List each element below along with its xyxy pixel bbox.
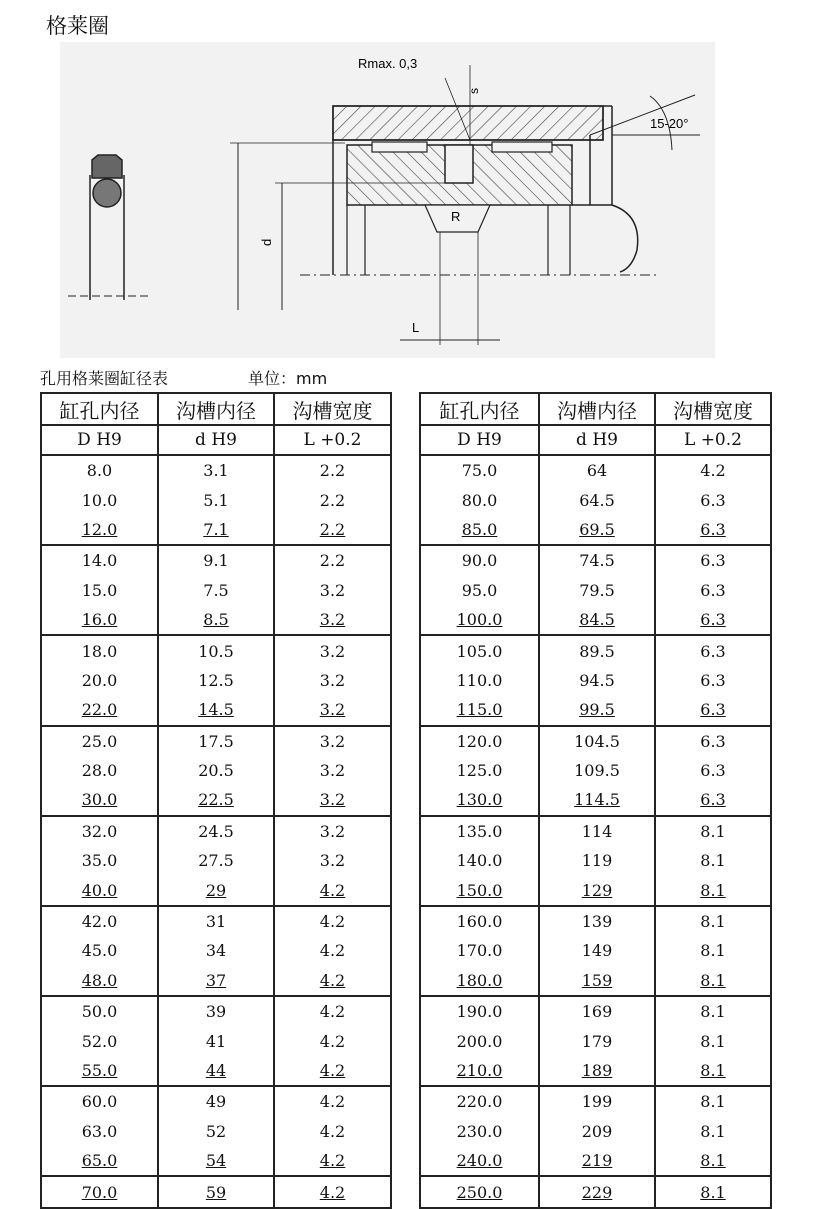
cell-bore: 135.0 xyxy=(420,816,539,846)
cell-bore: 14.0 xyxy=(41,545,158,575)
cell-groove-inner: 17.5 xyxy=(158,726,274,756)
header-groove-width: 沟槽宽度 xyxy=(655,393,771,425)
cell-groove-inner: 219 xyxy=(539,1146,655,1176)
cell-groove-width: 6.3 xyxy=(655,545,771,575)
cell-groove-inner: 114 xyxy=(539,816,655,846)
cell-groove-inner: 5.1 xyxy=(158,485,274,514)
cell-groove-width: 3.2 xyxy=(274,666,391,695)
table-row xyxy=(41,545,391,575)
cell-bore: 15.0 xyxy=(41,576,158,605)
seal-technical-drawing xyxy=(0,40,840,362)
table-row xyxy=(41,695,391,725)
label-l: L xyxy=(412,320,420,335)
cell-bore: 115.0 xyxy=(420,695,539,725)
cell-groove-width: 6.3 xyxy=(655,485,771,514)
table-row xyxy=(420,756,771,785)
cell-groove-inner: 54 xyxy=(158,1146,274,1176)
table-row xyxy=(41,966,391,996)
cell-groove-inner: 104.5 xyxy=(539,726,655,756)
table-row xyxy=(420,1176,771,1207)
cell-groove-width: 8.1 xyxy=(655,1056,771,1086)
label-s: s xyxy=(467,88,481,94)
cell-groove-inner: 20.5 xyxy=(158,756,274,785)
cell-groove-width: 8.1 xyxy=(655,996,771,1026)
cell-groove-width: 4.2 xyxy=(274,996,391,1026)
cell-groove-inner: 199 xyxy=(539,1086,655,1116)
table-row xyxy=(420,1026,771,1055)
table-row xyxy=(41,635,391,665)
subheader-groove-width: L +0.2 xyxy=(274,425,391,455)
table-row xyxy=(41,485,391,514)
cell-groove-width: 8.1 xyxy=(655,906,771,936)
cell-groove-width: 6.3 xyxy=(655,635,771,665)
bore-table-right xyxy=(419,392,772,1209)
cell-groove-width: 6.3 xyxy=(655,605,771,635)
cell-groove-inner: 7.5 xyxy=(158,576,274,605)
cell-groove-width: 4.2 xyxy=(274,906,391,936)
cell-bore: 200.0 xyxy=(420,1026,539,1055)
table-row xyxy=(41,996,391,1026)
cell-groove-inner: 119 xyxy=(539,846,655,875)
table-row xyxy=(420,545,771,575)
cell-groove-width: 8.1 xyxy=(655,846,771,875)
table-row xyxy=(420,906,771,936)
cell-groove-inner: 109.5 xyxy=(539,756,655,785)
cell-bore: 16.0 xyxy=(41,605,158,635)
table-row xyxy=(41,1117,391,1146)
table-row xyxy=(420,666,771,695)
table-row xyxy=(420,1056,771,1086)
cell-bore: 65.0 xyxy=(41,1146,158,1176)
subheader-groove-inner: d H9 xyxy=(539,425,655,455)
cell-bore: 70.0 xyxy=(41,1176,158,1207)
cell-groove-inner: 24.5 xyxy=(158,816,274,846)
table-row xyxy=(420,515,771,545)
cell-bore: 75.0 xyxy=(420,455,539,485)
cell-groove-inner: 74.5 xyxy=(539,545,655,575)
cell-groove-inner: 14.5 xyxy=(158,695,274,725)
cell-groove-inner: 7.1 xyxy=(158,515,274,545)
table-row xyxy=(420,1117,771,1146)
cell-bore: 210.0 xyxy=(420,1056,539,1086)
subheader-bore: D H9 xyxy=(41,425,158,455)
header-groove-width: 沟槽宽度 xyxy=(274,393,391,425)
cell-groove-width: 8.1 xyxy=(655,936,771,965)
cell-bore: 180.0 xyxy=(420,966,539,996)
cell-groove-width: 6.3 xyxy=(655,726,771,756)
cell-groove-inner: 39 xyxy=(158,996,274,1026)
cell-bore: 42.0 xyxy=(41,906,158,936)
cell-bore: 140.0 xyxy=(420,846,539,875)
table-row xyxy=(420,485,771,514)
cell-groove-width: 3.2 xyxy=(274,695,391,725)
cell-bore: 8.0 xyxy=(41,455,158,485)
cell-groove-width: 3.2 xyxy=(274,756,391,785)
cell-bore: 60.0 xyxy=(41,1086,158,1116)
cell-groove-inner: 114.5 xyxy=(539,785,655,815)
table-row xyxy=(41,875,391,905)
cell-groove-width: 8.1 xyxy=(655,1086,771,1116)
cell-bore: 130.0 xyxy=(420,785,539,815)
header-bore: 缸孔内径 xyxy=(420,393,539,425)
table-row xyxy=(420,726,771,756)
cell-bore: 110.0 xyxy=(420,666,539,695)
cell-groove-width: 4.2 xyxy=(274,1146,391,1176)
table-row xyxy=(420,635,771,665)
cell-groove-inner: 89.5 xyxy=(539,635,655,665)
table-row xyxy=(41,1086,391,1116)
cell-groove-width: 8.1 xyxy=(655,1117,771,1146)
cell-bore: 30.0 xyxy=(41,785,158,815)
cell-bore: 63.0 xyxy=(41,1117,158,1146)
table-row xyxy=(41,576,391,605)
cell-groove-width: 3.2 xyxy=(274,635,391,665)
cell-groove-inner: 79.5 xyxy=(539,576,655,605)
cell-groove-inner: 64.5 xyxy=(539,485,655,514)
cell-bore: 12.0 xyxy=(41,515,158,545)
cell-groove-inner: 69.5 xyxy=(539,515,655,545)
table-row xyxy=(41,785,391,815)
cell-groove-width: 8.1 xyxy=(655,816,771,846)
cell-groove-width: 3.2 xyxy=(274,605,391,635)
cell-groove-inner: 179 xyxy=(539,1026,655,1055)
cell-groove-width: 3.2 xyxy=(274,785,391,815)
cell-groove-inner: 9.1 xyxy=(158,545,274,575)
cell-groove-inner: 22.5 xyxy=(158,785,274,815)
cell-bore: 18.0 xyxy=(41,635,158,665)
table-row xyxy=(420,455,771,485)
cell-bore: 25.0 xyxy=(41,726,158,756)
cell-groove-inner: 129 xyxy=(539,875,655,905)
cell-bore: 50.0 xyxy=(41,996,158,1026)
cell-groove-inner: 84.5 xyxy=(539,605,655,635)
cell-groove-inner: 44 xyxy=(158,1056,274,1086)
cell-groove-width: 2.2 xyxy=(274,455,391,485)
table-row xyxy=(41,1176,391,1207)
cell-groove-inner: 229 xyxy=(539,1176,655,1207)
cell-bore: 20.0 xyxy=(41,666,158,695)
cell-bore: 105.0 xyxy=(420,635,539,665)
cell-groove-width: 4.2 xyxy=(655,455,771,485)
cell-groove-width: 8.1 xyxy=(655,966,771,996)
cell-bore: 250.0 xyxy=(420,1176,539,1207)
page-title: 格莱圈 xyxy=(46,14,109,38)
table-caption: 孔用格莱圈缸径表 xyxy=(40,369,169,388)
cell-groove-width: 4.2 xyxy=(274,966,391,996)
table-row xyxy=(420,966,771,996)
cell-groove-inner: 31 xyxy=(158,906,274,936)
cell-groove-width: 8.1 xyxy=(655,1146,771,1176)
cell-groove-width: 3.2 xyxy=(274,576,391,605)
table-row xyxy=(41,816,391,846)
table-row xyxy=(41,1056,391,1086)
cell-groove-inner: 10.5 xyxy=(158,635,274,665)
table-row xyxy=(420,875,771,905)
cell-groove-inner: 189 xyxy=(539,1056,655,1086)
unit-label: 单位：mm xyxy=(248,369,328,388)
header-groove-inner: 沟槽内径 xyxy=(158,393,274,425)
table-row xyxy=(420,996,771,1026)
cell-groove-inner: 59 xyxy=(158,1176,274,1207)
header-groove-inner: 沟槽内径 xyxy=(539,393,655,425)
label-r: R xyxy=(451,209,461,224)
cell-bore: 85.0 xyxy=(420,515,539,545)
table-row xyxy=(41,666,391,695)
table-row xyxy=(41,726,391,756)
table-row xyxy=(420,785,771,815)
table-row xyxy=(420,936,771,965)
cell-groove-inner: 94.5 xyxy=(539,666,655,695)
cell-bore: 45.0 xyxy=(41,936,158,965)
cell-bore: 10.0 xyxy=(41,485,158,514)
subheader-groove-inner: d H9 xyxy=(158,425,274,455)
label-angle: 15-20° xyxy=(650,116,689,131)
table-row xyxy=(41,605,391,635)
cell-bore: 240.0 xyxy=(420,1146,539,1176)
cell-groove-inner: 49 xyxy=(158,1086,274,1116)
cell-groove-width: 4.2 xyxy=(274,1086,391,1116)
cell-bore: 95.0 xyxy=(420,576,539,605)
cell-groove-inner: 12.5 xyxy=(158,666,274,695)
cell-groove-inner: 209 xyxy=(539,1117,655,1146)
cell-bore: 160.0 xyxy=(420,906,539,936)
table-row xyxy=(420,1086,771,1116)
cell-groove-inner: 99.5 xyxy=(539,695,655,725)
cell-groove-inner: 139 xyxy=(539,906,655,936)
table-row xyxy=(420,605,771,635)
subheader-groove-width: L +0.2 xyxy=(655,425,771,455)
cell-groove-width: 8.1 xyxy=(655,1176,771,1207)
cell-groove-width: 6.3 xyxy=(655,666,771,695)
cell-groove-width: 4.2 xyxy=(274,1117,391,1146)
cell-bore: 80.0 xyxy=(420,485,539,514)
cell-bore: 48.0 xyxy=(41,966,158,996)
header-bore: 缸孔内径 xyxy=(41,393,158,425)
table-row xyxy=(420,695,771,725)
cell-groove-inner: 52 xyxy=(158,1117,274,1146)
label-d: d xyxy=(259,238,274,246)
table-row xyxy=(41,1026,391,1055)
label-rmax: Rmax. 0,3 xyxy=(358,56,418,71)
cell-groove-inner: 27.5 xyxy=(158,846,274,875)
cell-groove-width: 8.1 xyxy=(655,1026,771,1055)
cell-bore: 220.0 xyxy=(420,1086,539,1116)
cell-bore: 28.0 xyxy=(41,756,158,785)
cell-bore: 230.0 xyxy=(420,1117,539,1146)
table-row xyxy=(420,1146,771,1176)
cell-groove-width: 6.3 xyxy=(655,695,771,725)
table-row xyxy=(41,936,391,965)
cell-bore: 22.0 xyxy=(41,695,158,725)
cell-groove-inner: 8.5 xyxy=(158,605,274,635)
cell-groove-width: 6.3 xyxy=(655,785,771,815)
cell-groove-width: 6.3 xyxy=(655,756,771,785)
cell-bore: 55.0 xyxy=(41,1056,158,1086)
cell-groove-width: 4.2 xyxy=(274,875,391,905)
cell-groove-width: 3.2 xyxy=(274,726,391,756)
cell-groove-inner: 149 xyxy=(539,936,655,965)
cell-bore: 100.0 xyxy=(420,605,539,635)
table-row xyxy=(420,576,771,605)
cell-bore: 32.0 xyxy=(41,816,158,846)
cell-groove-inner: 37 xyxy=(158,966,274,996)
cell-groove-width: 6.3 xyxy=(655,515,771,545)
cell-bore: 190.0 xyxy=(420,996,539,1026)
cell-groove-width: 4.2 xyxy=(274,936,391,965)
cell-groove-width: 8.1 xyxy=(655,875,771,905)
cell-bore: 120.0 xyxy=(420,726,539,756)
table-row xyxy=(41,846,391,875)
cell-bore: 35.0 xyxy=(41,846,158,875)
cell-bore: 52.0 xyxy=(41,1026,158,1055)
cell-groove-width: 3.2 xyxy=(274,846,391,875)
cell-bore: 170.0 xyxy=(420,936,539,965)
table-row xyxy=(41,906,391,936)
cell-groove-inner: 159 xyxy=(539,966,655,996)
cell-groove-inner: 3.1 xyxy=(158,455,274,485)
cell-groove-width: 6.3 xyxy=(655,576,771,605)
cell-groove-width: 2.2 xyxy=(274,515,391,545)
cell-groove-width: 2.2 xyxy=(274,485,391,514)
cell-groove-inner: 41 xyxy=(158,1026,274,1055)
cell-groove-width: 4.2 xyxy=(274,1026,391,1055)
table-row xyxy=(41,1146,391,1176)
table-row xyxy=(41,515,391,545)
cell-bore: 125.0 xyxy=(420,756,539,785)
table-row xyxy=(420,816,771,846)
cell-groove-width: 3.2 xyxy=(274,816,391,846)
subheader-bore: D H9 xyxy=(420,425,539,455)
table-row xyxy=(41,756,391,785)
bore-table-left xyxy=(40,392,392,1209)
cell-groove-inner: 169 xyxy=(539,996,655,1026)
cell-groove-width: 4.2 xyxy=(274,1056,391,1086)
cell-groove-inner: 29 xyxy=(158,875,274,905)
cell-bore: 150.0 xyxy=(420,875,539,905)
table-row xyxy=(41,455,391,485)
cell-groove-inner: 64 xyxy=(539,455,655,485)
cell-bore: 90.0 xyxy=(420,545,539,575)
cell-groove-width: 4.2 xyxy=(274,1176,391,1207)
table-row xyxy=(420,846,771,875)
cell-groove-inner: 34 xyxy=(158,936,274,965)
cell-bore: 40.0 xyxy=(41,875,158,905)
cell-groove-width: 2.2 xyxy=(274,545,391,575)
